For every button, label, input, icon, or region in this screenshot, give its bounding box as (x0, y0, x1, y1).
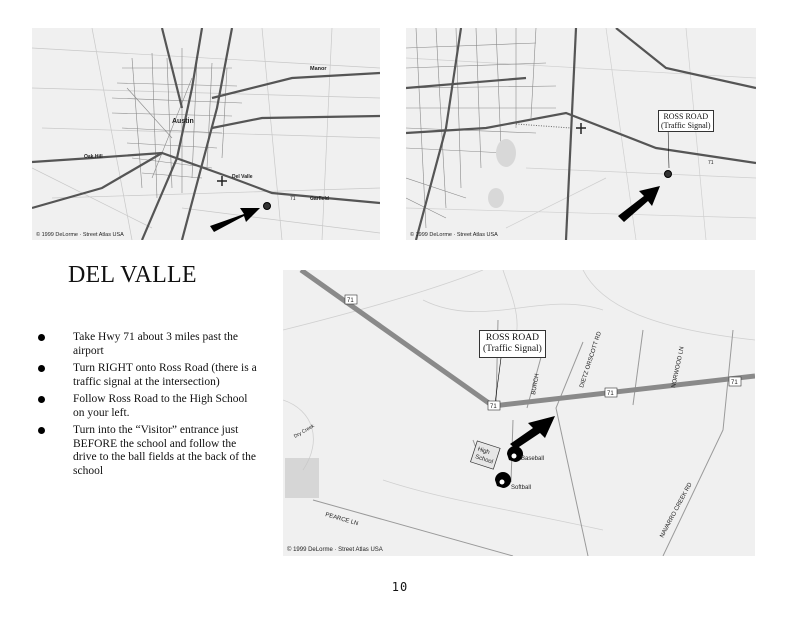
page-number: 10 (391, 580, 409, 594)
bullet-icon (38, 427, 45, 434)
closeup-map-graphic (283, 270, 755, 556)
softball-field-icon (495, 472, 511, 488)
overview-map-graphic (32, 28, 380, 240)
overview-manor-label: Manor (310, 66, 327, 72)
closeup-burch-label: BURCH (531, 373, 541, 396)
overview-hwy71-label: 71 (290, 196, 296, 202)
closeup-hwy71-label-a: 71 (347, 298, 354, 304)
detail-hwy71-label: 71 (708, 160, 714, 166)
direction-step (38, 362, 258, 389)
bullet-icon (38, 334, 45, 341)
overview-city-label: Austin (172, 118, 194, 125)
direction-step (38, 424, 258, 478)
closeup-navarro-label: NAVARRO CREEK RD (659, 481, 694, 539)
detail-ross-road-callout (658, 110, 714, 132)
closeup-softball-label: Softball (511, 485, 532, 491)
direction-step-text: Turn into the “Visitor” entrance just BEFORE the school and follow the drive to the ball fields at the back of the school (73, 424, 256, 477)
closeup-map (283, 270, 755, 556)
closeup-creek-label: Dry Creek (293, 423, 316, 440)
closeup-hwy71-label-d: 71 (731, 380, 738, 386)
direction-step-text: Take Hwy 71 about 3 miles past the airport (73, 331, 238, 357)
closeup-baseball-label: Baseball (521, 456, 545, 462)
bullet-icon (38, 396, 45, 403)
detail-map (406, 28, 756, 240)
direction-step-text: Follow Ross Road to the High School on your left. (73, 393, 248, 419)
detail-map-graphic (406, 28, 756, 240)
direction-step (38, 331, 258, 358)
closeup-traffic-signal-label: (Traffic Signal) (483, 344, 542, 354)
detail-ross-road-label: ROSS ROAD (663, 112, 709, 121)
closeup-school-label-1: High (476, 446, 491, 457)
closeup-ross-road-label: ROSS ROAD (485, 333, 539, 343)
detail-traffic-signal-label: (Traffic Signal) (661, 121, 711, 130)
directions-list (38, 331, 258, 482)
closeup-school-label-2: School (474, 454, 494, 466)
closeup-pearce-label: PEARCE LN (324, 512, 359, 528)
direction-step-text: Turn RIGHT onto Ross Road (there is a traffic signal at the intersection) (73, 362, 257, 388)
page-title: DEL VALLE (68, 262, 197, 288)
closeup-copyright: © 1999 DeLorme · Street Atlas USA (287, 547, 383, 553)
bullet-icon (38, 365, 45, 372)
overview-delvalle-label: Del Valle (232, 174, 253, 180)
direction-step (38, 393, 258, 420)
overview-garfield-label: Garfield (310, 196, 329, 202)
detail-copyright: © 1999 DeLorme · Street Atlas USA (410, 232, 498, 238)
direction-arrow-icon (510, 416, 555, 449)
overview-oakhill-label: Oak Hill (84, 154, 103, 160)
closeup-norwood-label: NORWOOD LN (671, 346, 686, 389)
overview-copyright: © 1999 DeLorme · Street Atlas USA (36, 232, 124, 238)
closeup-dietz-label: DIETZ ORSCOTT RD (579, 331, 603, 389)
overview-map (32, 28, 380, 240)
closeup-ross-road-callout (479, 330, 546, 358)
closeup-hwy71-label-b: 71 (490, 404, 497, 410)
closeup-hwy71-label-c: 71 (607, 391, 614, 397)
